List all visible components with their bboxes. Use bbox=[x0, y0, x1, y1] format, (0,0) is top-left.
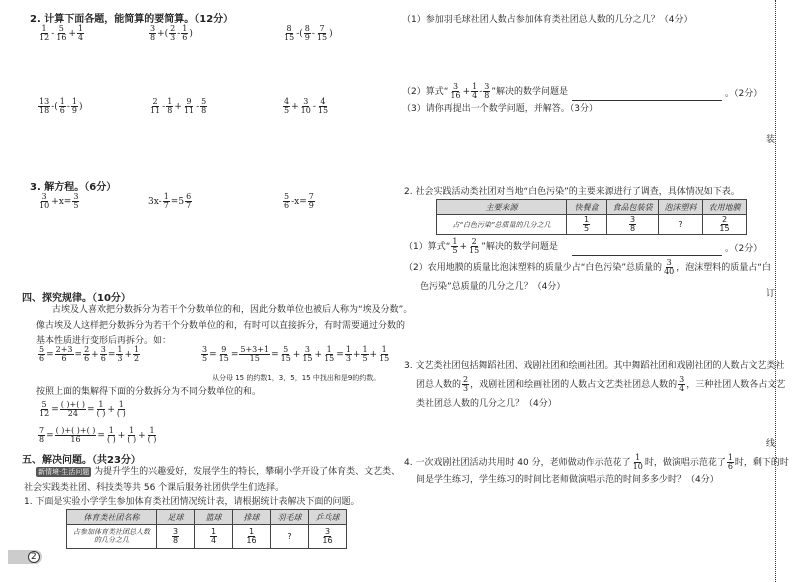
fraction: $\frac{( )+( )}{24}$ bbox=[60, 400, 86, 418]
fraction: $\frac{5}{6}$ bbox=[284, 192, 290, 210]
fraction: $\frac{4}{5}$ bbox=[284, 97, 290, 115]
eq-2: 3x- $\frac{1}{7}$ =5 $\frac{6}{7}$ bbox=[148, 192, 192, 210]
s4-p2: 像古埃及人这样把分数拆分为若干个分数单位的和，有时可以直接拆分，有时需要通过分数的 bbox=[36, 321, 406, 331]
fraction: $\frac{3}{5}$ bbox=[73, 192, 79, 210]
table-cell bbox=[233, 525, 271, 549]
fraction: $\frac{5}{6}$ bbox=[39, 345, 45, 363]
fraction: $\frac{2}{3}$ bbox=[170, 24, 176, 42]
fraction: $\frac{1}{4}$ bbox=[77, 24, 84, 42]
table-cell: ? bbox=[659, 215, 703, 235]
page-number: 2 bbox=[8, 550, 42, 564]
s4-p4: 按照上面的集解得下面的分数拆分为不同分数单位的和。 bbox=[36, 387, 262, 397]
fraction: $\frac{3}{15}$ bbox=[302, 345, 313, 363]
table-cell bbox=[607, 215, 659, 235]
fraction: $\frac{3}{8}$ bbox=[172, 527, 179, 545]
r-q3c: 类社团总人数的几分之几？（4分） bbox=[416, 399, 557, 409]
s4-title: 四、探究规律。（10分） bbox=[22, 293, 131, 304]
fraction: $\frac{1}{9}$ bbox=[71, 97, 77, 115]
fraction: $\frac{3}{10}$ bbox=[300, 97, 311, 115]
fraction: $\frac{3}{8}$ bbox=[150, 24, 156, 42]
example-2-note: 从分母 15 的约数1，3，5，15 中找出和是9的约数。 bbox=[212, 374, 381, 382]
s4-p3: 基本性质进行变形后再拆分。如： bbox=[36, 336, 172, 346]
fraction: $\frac{3}{16}$ bbox=[450, 82, 461, 100]
calc-5: $\frac{2}{11}$ - $\frac{1}{8}$ + $\frac{9}{11}$ - $\frac{5}{8}$ bbox=[150, 97, 207, 115]
binding-char-2: 订 bbox=[766, 286, 775, 299]
fraction: $\frac{1}{8}$ bbox=[167, 97, 173, 115]
s4-p1: 古埃及人喜欢把分数拆分为若干个分数单位的和，因此分数单位也被后人称为“埃及分数”。 bbox=[52, 305, 413, 315]
table-cell: ? bbox=[271, 525, 309, 549]
binding-char-3: 线 bbox=[766, 436, 775, 449]
fraction: $\frac{1}{10}$ bbox=[632, 453, 643, 471]
fraction: $\frac{2+3}{6}$ bbox=[55, 345, 73, 363]
fraction: $\frac{9}{15}$ bbox=[218, 345, 229, 363]
binding-line bbox=[775, 0, 776, 582]
calc-3: $\frac{8}{15}$ -( $\frac{8}{9}$ - $\frac{7}{15}$ ) bbox=[284, 24, 333, 42]
fraction: $\frac{3}{8}$ bbox=[484, 82, 490, 100]
table-row: 占参加体育类社团总人数的几分之几 $\frac{3}{8}$ $\frac{1}{4}$ $\frac{1}{16}$ ? $\frac{3}{16}$ bbox=[67, 525, 347, 549]
fraction: $\frac{3}{4}$ bbox=[679, 375, 685, 393]
fraction: $\frac{7}{15}$ bbox=[316, 24, 328, 42]
table-row: 体育类社团名称 足球 篮球 排球 羽毛球 乒乓球 bbox=[67, 510, 347, 525]
r-q1-3: （3）请你再提出一个数学问题，并解答。（3分） bbox=[402, 104, 598, 114]
fill-1[interactable]: $\frac{5}{12}$ = $\frac{( )+( )}{24}$ = $\frac{1}{( )}$ + $\frac{1}{( )}$ bbox=[39, 400, 126, 418]
r-q2: 2. 社会实践活动类社团对当地“白色污染”的主要来源进行了调查，具体情况如下表。 bbox=[404, 187, 740, 197]
table-cell bbox=[195, 525, 233, 549]
fraction: $\frac{3}{16}$ bbox=[322, 527, 333, 545]
fraction: $\frac{1}{( )}$ bbox=[116, 400, 126, 418]
fraction: $\frac{2}{6}$ bbox=[84, 345, 90, 363]
fraction: $\frac{3}{8}$ bbox=[629, 215, 636, 233]
fraction: $\frac{1}{15}$ bbox=[324, 345, 335, 363]
context-tag: 新情境·生活问题 bbox=[38, 468, 90, 476]
fraction: $\frac{5}{12}$ bbox=[39, 400, 50, 418]
fraction: $\frac{6}{7}$ bbox=[186, 192, 192, 210]
pollution-table bbox=[436, 199, 747, 235]
fraction: $\frac{5}{8}$ bbox=[201, 97, 207, 115]
s5-title: 五、解决问题。（共23分） bbox=[22, 455, 141, 466]
calc-4: $\frac{13}{18}$ -( $\frac{1}{6}$ - $\frac{1}{9}$ ) bbox=[39, 97, 83, 115]
r-q1-1: （1）参加羽毛球社团人数占参加体育类社团总人数的几分之几？（4分） bbox=[402, 15, 693, 25]
fraction: $\frac{5}{15}$ bbox=[280, 345, 291, 363]
fraction: $\frac{2}{3}$ bbox=[463, 375, 469, 393]
fraction: $\frac{1}{4}$ bbox=[472, 82, 478, 100]
eq-3: $\frac{5}{6}$ -x= $\frac{7}{9}$ bbox=[284, 192, 314, 210]
fraction: $\frac{7}{9}$ bbox=[308, 192, 314, 210]
fraction: $\frac{9}{11}$ bbox=[183, 97, 195, 115]
fraction: $\frac{1}{5}$ bbox=[452, 237, 458, 255]
r-q4b: 间是学生练习，学生练习的时间比老师做演唱示范的时间多多少时？（4分） bbox=[416, 475, 719, 485]
r-q2-2b: 色污染”总质量的几分之几？（4分） bbox=[420, 282, 566, 292]
r-q4a: 4. 一次戏剧社团活动共用时 40 分，老师做动作示范花了 $\frac{1}{10}$ 时，做演唱示范花了 $\frac{1}{6}$ 时，剩下的时 bbox=[404, 453, 789, 471]
table-cell bbox=[157, 525, 195, 549]
fraction: $\frac{1}{7}$ bbox=[163, 192, 169, 210]
r-q1-2-score: 。（2分） bbox=[725, 89, 763, 99]
fraction: $\frac{5+3+1}{15}$ bbox=[240, 345, 270, 363]
calc-1: $\frac{1}{12}$ - $\frac{5}{16}$ + $\frac{1}{4}$ bbox=[39, 24, 84, 42]
fraction: $\frac{8}{15}$ bbox=[284, 24, 295, 42]
fraction: $\frac{1}{15}$ bbox=[379, 345, 390, 363]
r-q2-2: （2）农用地膜的质量比泡沫塑料的质量少占“白色污染”总质量的 $\frac{3}{40}$ ，泡沫塑料的质量占“白 bbox=[404, 258, 771, 276]
table-cell bbox=[567, 215, 607, 235]
r-q3a: 3. 文艺类社团包括舞蹈社团、戏剧社团和绘画社团。其中舞蹈社团和戏剧社团的人数占文艺类社 bbox=[404, 361, 785, 371]
q3-title: 3. 解方程。（6分） bbox=[30, 182, 117, 193]
example-2: $\frac{3}{5}$ = $\frac{9}{15}$ = $\frac{5+3+1}{15}$ = $\frac{5}{15}$ + $\frac{3}{15}$ + $\frac{1}{15}$ = $\frac{1}{3}$ + $\frac{1}{5}$ + $\frac{1}{15}$ bbox=[202, 345, 390, 363]
table-row: 占“白色污染”总质量的几分之几 $\frac{1}{5}$ $\frac{3}{8}$ ? $\frac{2}{15}$ bbox=[437, 215, 747, 235]
fraction: $\frac{1}{5}$ bbox=[362, 345, 368, 363]
fraction: $\frac{1}{2}$ bbox=[134, 345, 140, 363]
fraction: $\frac{1}{5}$ bbox=[583, 215, 590, 233]
binding-char-1: 装 bbox=[766, 132, 775, 145]
fraction: $\frac{3}{5}$ bbox=[202, 345, 208, 363]
fraction: $\frac{1}{3}$ bbox=[117, 345, 123, 363]
sports-table bbox=[66, 509, 347, 549]
fraction: $\frac{1}{12}$ bbox=[39, 24, 50, 42]
calc-2: $\frac{3}{8}$ +( $\frac{2}{3}$ - $\frac{1}{6}$ ) bbox=[150, 24, 193, 42]
q2-title: 2. 计算下面各题，能简算的要简算。（12分） bbox=[30, 14, 234, 25]
fraction: $\frac{1}{3}$ bbox=[345, 345, 351, 363]
s5-p2: 社会实践类社团、科技类等共 56 个课后服务社团供学生们选择。 bbox=[24, 483, 285, 493]
fraction: $\frac{2}{15}$ bbox=[469, 237, 480, 255]
r-q1-2: （2）算式“ $\frac{3}{16}$ + $\frac{1}{4}$ - $\frac{3}{8}$ ”解决的数学问题是 bbox=[402, 82, 569, 100]
r-q2-1-score: 。（2分） bbox=[725, 244, 763, 254]
fraction: $\frac{2}{15}$ bbox=[719, 215, 730, 233]
eq-1: $\frac{3}{10}$ +x= $\frac{3}{5}$ bbox=[39, 192, 79, 210]
fraction: $\frac{3}{6}$ bbox=[100, 345, 106, 363]
fraction: $\frac{8}{9}$ bbox=[304, 24, 310, 42]
fraction: $\frac{7}{8}$ bbox=[39, 426, 45, 444]
fraction: $\frac{( )+( )+( )}{16}$ bbox=[55, 426, 96, 444]
fraction: $\frac{3}{40}$ bbox=[664, 258, 675, 276]
fraction: $\frac{1}{( )}$ bbox=[127, 426, 137, 444]
fraction: $\frac{1}{( )}$ bbox=[106, 426, 116, 444]
fraction: $\frac{1}{( )}$ bbox=[147, 426, 157, 444]
example-1: $\frac{5}{6}$ = $\frac{2+3}{6}$ = $\frac{2}{6}$ + $\frac{3}{6}$ = $\frac{1}{3}$ + $\frac{1}{2}$ bbox=[39, 345, 140, 363]
table-row: 主要来源 快餐盒 食品包装袋 泡沫塑料 农用地膜 bbox=[437, 200, 747, 215]
fraction: $\frac{5}{16}$ bbox=[56, 24, 67, 42]
fraction: $\frac{3}{10}$ bbox=[39, 192, 50, 210]
fraction: $\frac{1}{16}$ bbox=[246, 527, 257, 545]
fraction: $\frac{1}{6}$ bbox=[727, 453, 733, 471]
table-cell bbox=[309, 525, 347, 549]
answer-line-2[interactable] bbox=[572, 247, 722, 259]
fraction: $\frac{1}{6}$ bbox=[59, 97, 65, 115]
s5-q1: 1. 下面是实验小学学生参加体育类社团情况统计表，请根据统计表解决下面的问题。 bbox=[24, 497, 360, 507]
fraction: $\frac{13}{18}$ bbox=[39, 97, 50, 115]
fraction: $\frac{4}{15}$ bbox=[317, 97, 329, 115]
calc-6: $\frac{4}{5}$ + $\frac{3}{10}$ - $\frac{4}{15}$ bbox=[284, 97, 329, 115]
r-q2-1: （1）算式“ $\frac{1}{5}$ + $\frac{2}{15}$ ”解决的数学问题是 bbox=[404, 237, 558, 255]
fraction: $\frac{2}{11}$ bbox=[150, 97, 161, 115]
fraction: $\frac{1}{( )}$ bbox=[96, 400, 106, 418]
fraction: $\frac{1}{4}$ bbox=[210, 527, 217, 545]
r-q3b: 团总人数的 $\frac{2}{3}$ ，戏剧社团和绘画社团的人数占文艺类社团总人数的 $\frac{3}{4}$ ，三种社团人数各占文艺 bbox=[416, 375, 786, 393]
s5-p1: 新情境·生活问题 为提升学生的兴趣爱好，发展学生的特长，攀硐小学开设了体育类、文艺类、 bbox=[38, 467, 401, 477]
table-cell bbox=[703, 215, 747, 235]
fraction: $\frac{1}{6}$ bbox=[182, 24, 188, 42]
fill-2[interactable]: $\frac{7}{8}$ = $\frac{( )+( )+( )}{16}$ = $\frac{1}{( )}$ + $\frac{1}{( )}$ + $\frac{1}{( )}$ bbox=[39, 426, 157, 444]
